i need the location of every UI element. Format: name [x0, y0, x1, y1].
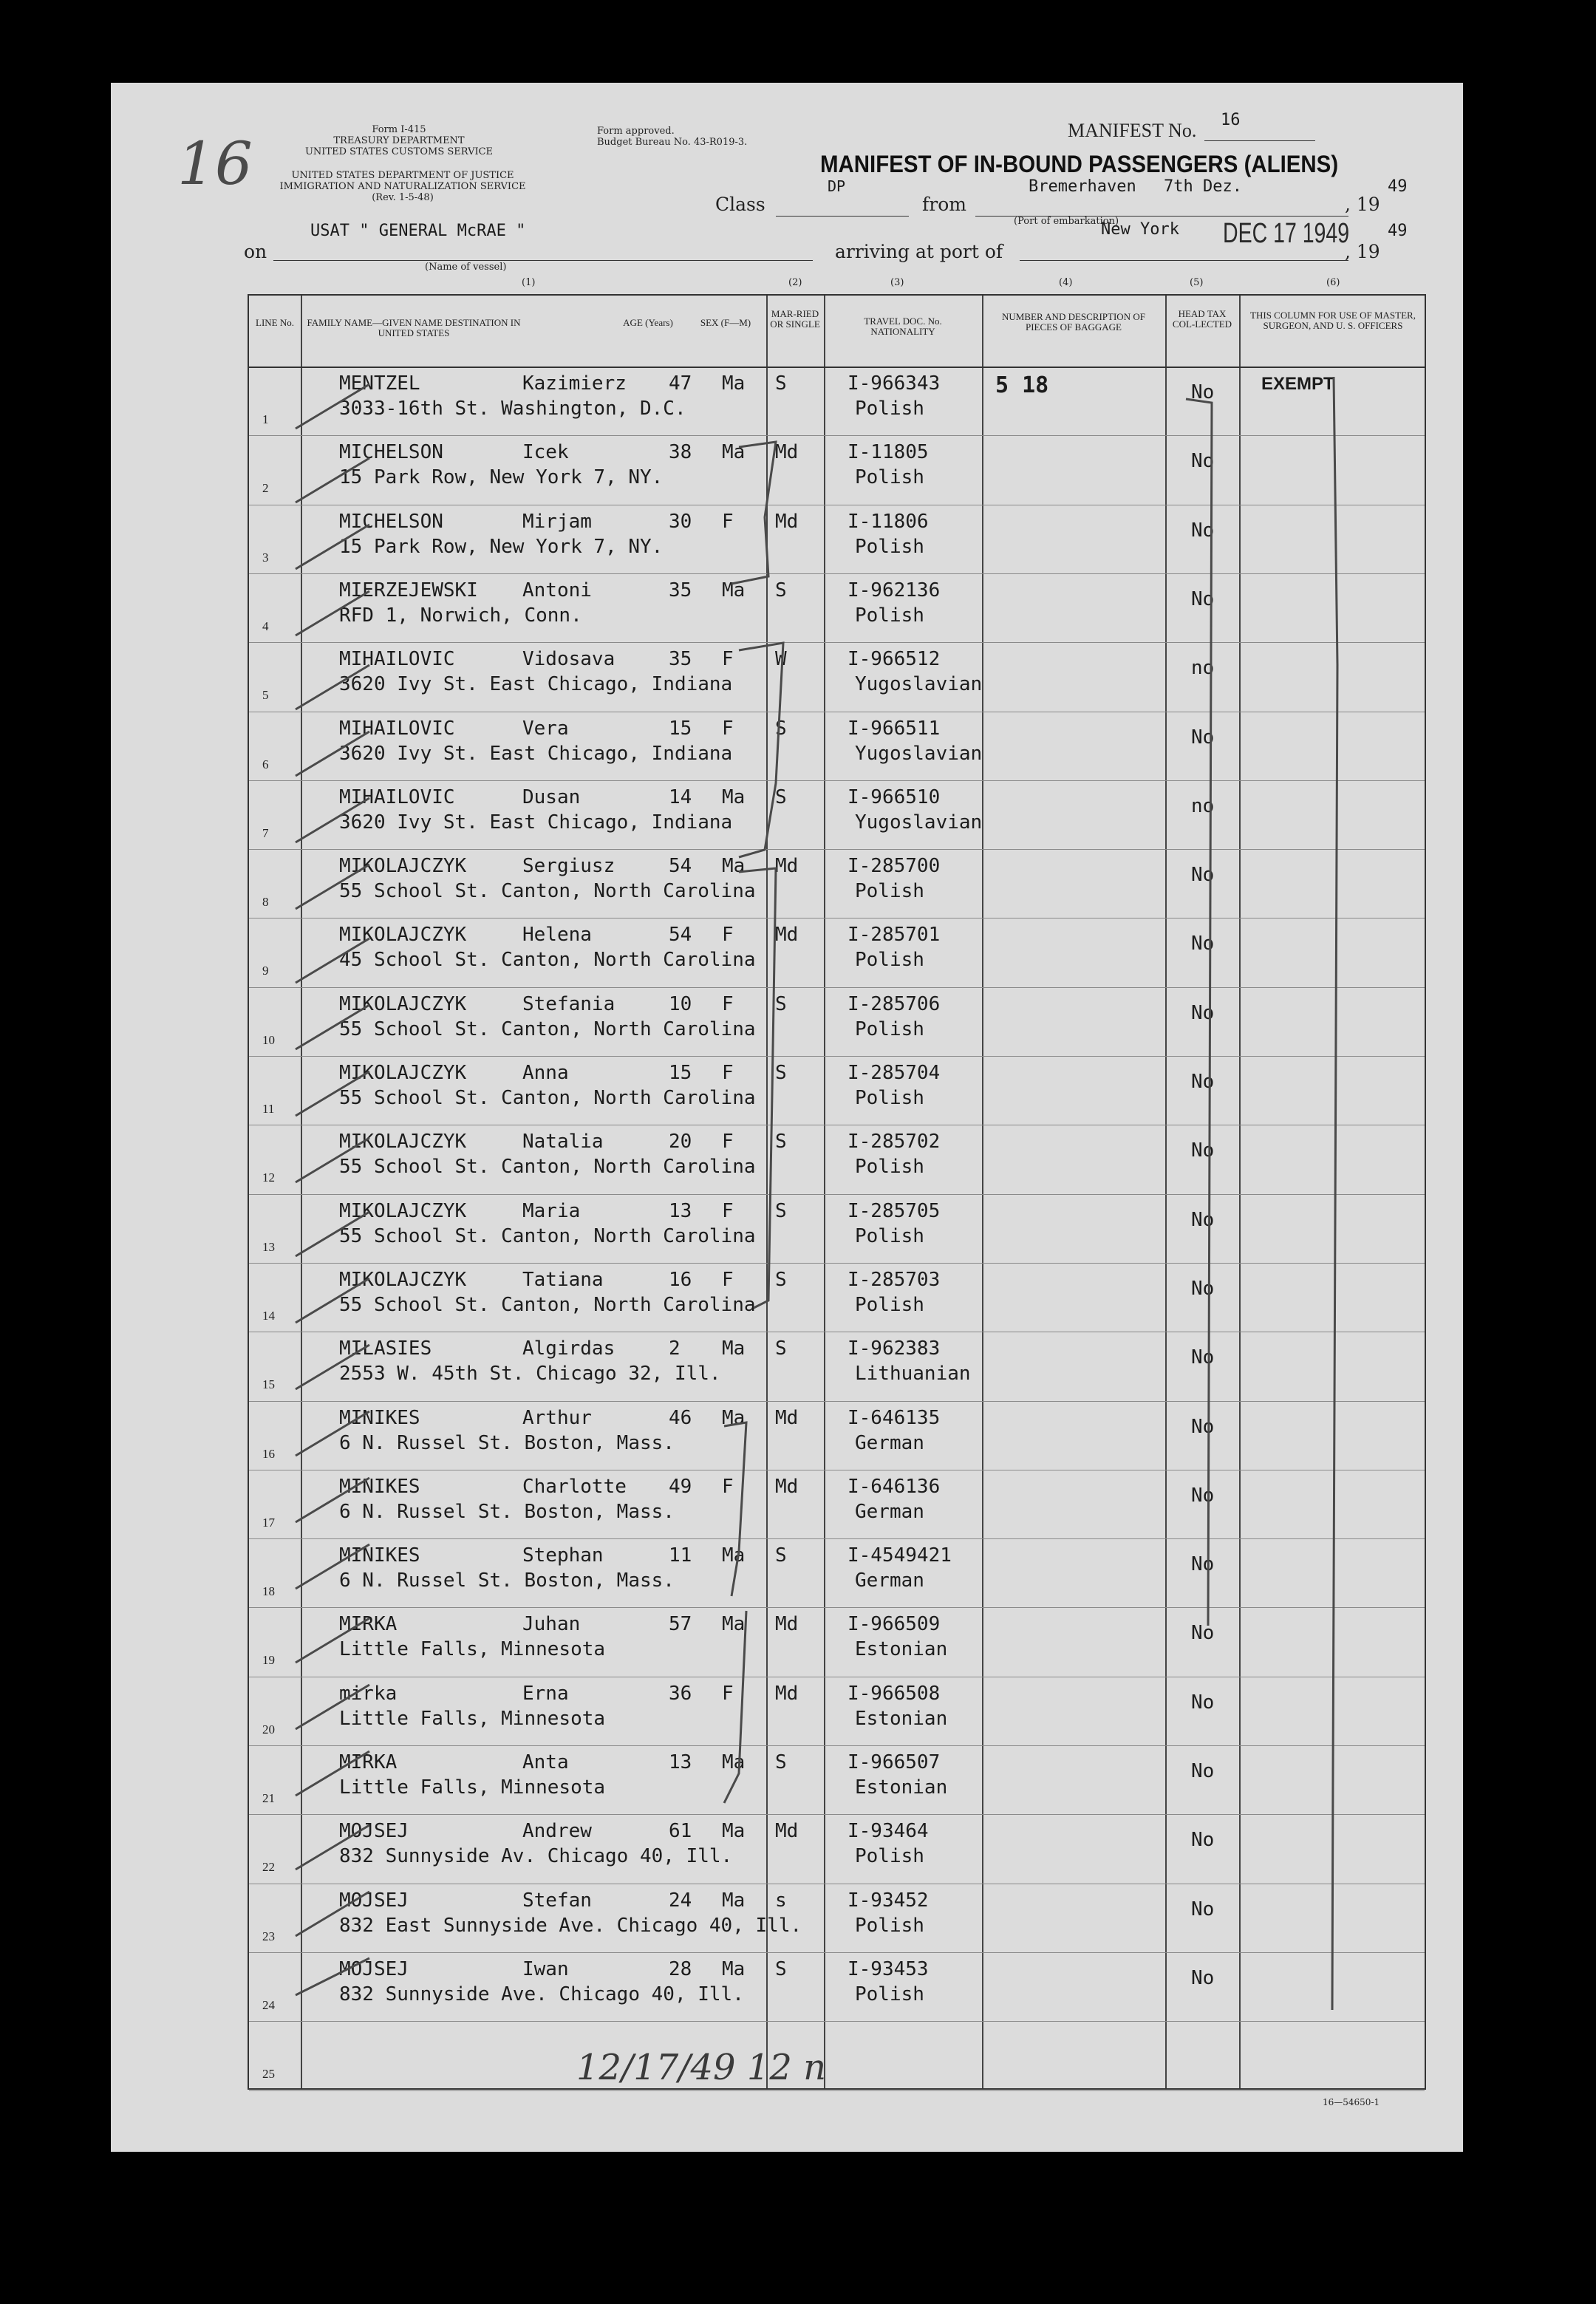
- line-number: 3: [262, 550, 269, 565]
- age: 14: [669, 785, 692, 808]
- family-name: MICHELSON: [339, 510, 443, 533]
- travel-doc: I-93464: [848, 1820, 929, 1843]
- sex: Ma: [722, 579, 746, 601]
- col-header-age: AGE (Years): [623, 317, 673, 328]
- given-name: Erna: [522, 1682, 569, 1705]
- head-tax: No: [1191, 1829, 1215, 1852]
- nationality: Lithuanian: [855, 1363, 971, 1386]
- head-tax: No: [1191, 1760, 1215, 1782]
- married-status: W: [775, 648, 787, 671]
- travel-doc: I-285705: [848, 1199, 941, 1222]
- given-name: Arthur: [522, 1406, 592, 1429]
- given-name: Sergiusz: [522, 855, 615, 878]
- line-number: 15: [262, 1377, 275, 1392]
- travel-doc: I-646136: [848, 1475, 941, 1498]
- married-status: Md: [775, 510, 799, 533]
- address: 832 East Sunnyside Ave. Chicago 40, Ill.: [339, 1914, 802, 1937]
- head-tax: No: [1191, 1966, 1215, 1989]
- nationality: German: [855, 1431, 924, 1454]
- head-tax: no: [1191, 657, 1215, 680]
- nationality: Estonian: [855, 1776, 948, 1799]
- married-status: S: [775, 717, 787, 740]
- address: Little Falls, Minnesota: [339, 1776, 606, 1799]
- margin-note: 16: [177, 129, 253, 198]
- col-number-1: (1): [522, 277, 536, 288]
- nationality: Polish: [855, 604, 924, 627]
- arrival-date-stamp: DEC 17 1949: [1223, 218, 1350, 249]
- married-status: S: [775, 372, 787, 395]
- arriving-label: arriving at port of: [835, 241, 1003, 262]
- given-name: Vidosava: [522, 648, 615, 671]
- sex: F: [722, 717, 734, 740]
- married-status: S: [775, 1751, 787, 1773]
- col-header-line-no: LINE No.: [256, 317, 294, 328]
- married-status: S: [775, 1199, 787, 1222]
- col-number-6: (6): [1326, 277, 1340, 288]
- given-name: Maria: [522, 1199, 581, 1222]
- travel-doc: I-285702: [848, 1131, 941, 1153]
- col-header-sex: SEX (F—M): [700, 317, 751, 328]
- travel-doc: I-285701: [848, 924, 941, 947]
- address: 55 School St. Canton, North Carolina: [339, 1087, 756, 1109]
- married-status: Md: [775, 1682, 799, 1705]
- given-name: Icek: [522, 441, 569, 464]
- line-number: 10: [262, 1032, 275, 1047]
- married-status: Md: [775, 441, 799, 464]
- line-number: 11: [262, 1102, 275, 1116]
- nationality: Polish: [855, 535, 924, 558]
- sex: Ma: [722, 372, 746, 395]
- travel-doc: I-966507: [848, 1751, 941, 1773]
- address: 3033-16th St. Washington, D.C.: [339, 398, 686, 420]
- year-value: 49: [1388, 177, 1408, 196]
- family-name: MIKOLAJCZYK: [339, 1131, 467, 1153]
- from-label: from: [922, 194, 966, 215]
- family-name: MICHELSON: [339, 441, 443, 464]
- travel-doc: I-966508: [848, 1682, 941, 1705]
- head-tax: No: [1191, 1208, 1215, 1231]
- vessel-value: USAT " GENERAL McRAE ": [310, 222, 526, 240]
- travel-doc: I-962136: [848, 579, 941, 601]
- age: 2: [669, 1337, 681, 1360]
- line-number: 24: [262, 1997, 275, 2012]
- head-tax: No: [1191, 381, 1215, 403]
- given-name: Iwan: [522, 1957, 569, 1980]
- head-tax: No: [1191, 1415, 1215, 1438]
- form-code: 16—54650-1: [1323, 2097, 1380, 2107]
- sex: F: [722, 648, 734, 671]
- head-tax: No: [1191, 1553, 1215, 1576]
- nationality: Polish: [855, 1914, 924, 1937]
- head-tax: No: [1191, 1277, 1215, 1300]
- family-name: MIKOLAJCZYK: [339, 855, 467, 878]
- married-status: Md: [775, 1475, 799, 1498]
- address: 6 N. Russel St. Boston, Mass.: [339, 1500, 675, 1523]
- arriving-value: New York: [1101, 220, 1179, 239]
- age: 36: [669, 1682, 692, 1705]
- sex: F: [722, 1682, 734, 1705]
- head-tax: No: [1191, 587, 1215, 610]
- nationality: Polish: [855, 880, 924, 903]
- family-name: MINIKES: [339, 1475, 420, 1498]
- family-name: MINIKES: [339, 1544, 420, 1567]
- line-number: 19: [262, 1653, 275, 1668]
- age: 54: [669, 924, 692, 947]
- head-tax: No: [1191, 1071, 1215, 1093]
- address: 832 Sunnyside Ave. Chicago 40, Ill.: [339, 1983, 744, 2005]
- address: 55 School St. Canton, North Carolina: [339, 880, 756, 903]
- travel-doc: I-285704: [848, 1062, 941, 1084]
- class-value: DP: [828, 177, 846, 195]
- family-name: MIRKA: [339, 1751, 398, 1773]
- travel-doc: I-4549421: [848, 1544, 952, 1567]
- address: 6 N. Russel St. Boston, Mass.: [339, 1569, 675, 1592]
- nationality: Polish: [855, 466, 924, 489]
- travel-doc: I-93453: [848, 1957, 929, 1980]
- line-number: 6: [262, 757, 269, 771]
- travel-doc: I-11806: [848, 510, 929, 533]
- sex: Ma: [722, 1544, 746, 1567]
- family-name: MOJSEJ: [339, 1820, 409, 1843]
- given-name: Dusan: [522, 785, 581, 808]
- sex: Ma: [722, 1337, 746, 1360]
- address: 6 N. Russel St. Boston, Mass.: [339, 1431, 675, 1454]
- sex: Ma: [722, 1751, 746, 1773]
- age: 20: [669, 1131, 692, 1153]
- family-name: MOJSEJ: [339, 1957, 409, 1980]
- travel-doc: I-285700: [848, 855, 941, 878]
- nationality: Estonian: [855, 1707, 948, 1730]
- line-number: 7: [262, 825, 269, 840]
- married-status: Md: [775, 1406, 799, 1429]
- line-number: 20: [262, 1722, 275, 1736]
- family-name: MENTZEL: [339, 372, 420, 395]
- family-name: MIHAILOVIC: [339, 717, 455, 740]
- head-tax: No: [1191, 1346, 1215, 1369]
- family-name: MIKOLAJCZYK: [339, 1199, 467, 1222]
- head-tax: No: [1191, 864, 1215, 887]
- line-number: 23: [262, 1929, 275, 1943]
- address: 55 School St. Canton, North Carolina: [339, 1018, 756, 1040]
- age: 15: [669, 1062, 692, 1084]
- manifest-no-label: MANIFEST No.: [1068, 120, 1197, 141]
- travel-doc: I-93452: [848, 1889, 929, 1912]
- manifest-no-value: 16: [1221, 111, 1241, 129]
- sex: F: [722, 1268, 734, 1291]
- nationality: Yugoslavian: [855, 673, 983, 696]
- embarkation-date: 7th Dez.: [1164, 177, 1242, 196]
- head-tax: No: [1191, 450, 1215, 473]
- col-header-officers: THIS COLUMN FOR USE OF MASTER, SURGEON, AND U. S. OFFICERS: [1250, 310, 1416, 331]
- nationality: Polish: [855, 1087, 924, 1109]
- given-name: Stefania: [522, 992, 615, 1015]
- manifest-title: MANIFEST OF IN-BOUND PASSENGERS (ALIENS): [820, 151, 1339, 177]
- arrival-year-label: , 19: [1345, 241, 1380, 262]
- married-status: S: [775, 785, 787, 808]
- sex: Ma: [722, 1957, 746, 1980]
- vessel-label: (Name of vessel): [425, 262, 507, 273]
- address: 55 School St. Canton, North Carolina: [339, 1293, 756, 1316]
- sex: Ma: [722, 855, 746, 878]
- family-name: MIHAILOVIC: [339, 785, 455, 808]
- travel-doc: I-285706: [848, 992, 941, 1015]
- age: 38: [669, 441, 692, 464]
- age: 35: [669, 579, 692, 601]
- married-status: S: [775, 1131, 787, 1153]
- baggage: 5 18: [995, 372, 1049, 398]
- nationality: Polish: [855, 1156, 924, 1179]
- from-value: Bremerhaven: [1029, 177, 1136, 196]
- form-id-block: Form I-415 TREASURY DEPARTMENT UNITED STATES CUSTOMS SERVICE: [304, 124, 494, 157]
- age: 57: [669, 1613, 692, 1636]
- col-header-travel: TRAVEL DOC. No. NATIONALITY: [864, 316, 942, 337]
- age: 15: [669, 717, 692, 740]
- given-name: Antoni: [522, 579, 592, 601]
- given-name: Andrew: [522, 1820, 592, 1843]
- head-tax: No: [1191, 1691, 1215, 1714]
- family-name: MIKOLAJCZYK: [339, 992, 467, 1015]
- address: Little Falls, Minnesota: [339, 1707, 606, 1730]
- age: 13: [669, 1751, 692, 1773]
- travel-doc: I-966512: [848, 648, 941, 671]
- married-status: S: [775, 1957, 787, 1980]
- married-status: S: [775, 992, 787, 1015]
- nationality: Polish: [855, 1293, 924, 1316]
- nationality: Polish: [855, 1224, 924, 1247]
- nationality: Polish: [855, 1845, 924, 1868]
- sex: F: [722, 1131, 734, 1153]
- address: 45 School St. Canton, North Carolina: [339, 949, 756, 972]
- sex: Ma: [722, 1613, 746, 1636]
- sex: F: [722, 992, 734, 1015]
- age: 11: [669, 1544, 692, 1567]
- given-name: Helena: [522, 924, 592, 947]
- line-number: 8: [262, 895, 269, 910]
- age: 10: [669, 992, 692, 1015]
- port-embark-label: (Port of embarkation): [1014, 216, 1119, 227]
- address: 15 Park Row, New York 7, NY.: [339, 535, 664, 558]
- sex: F: [722, 510, 734, 533]
- address: 3620 Ivy St. East Chicago, Indiana: [339, 811, 733, 834]
- family-name: mirka: [339, 1682, 398, 1705]
- sex: F: [722, 1062, 734, 1084]
- given-name: Natalia: [522, 1131, 604, 1153]
- nationality: German: [855, 1569, 924, 1592]
- married-status: Md: [775, 855, 799, 878]
- sex: F: [722, 924, 734, 947]
- sex: Ma: [722, 1889, 746, 1912]
- line-number: 4: [262, 618, 269, 633]
- married-status: S: [775, 1268, 787, 1291]
- form-approval: Form approved. Budget Bureau No. 43-R019-3.: [597, 126, 748, 148]
- travel-doc: I-966511: [848, 717, 941, 740]
- head-tax: No: [1191, 1622, 1215, 1645]
- col-number-5: (5): [1190, 277, 1204, 288]
- address: 3620 Ivy St. East Chicago, Indiana: [339, 742, 733, 765]
- married-status: S: [775, 1544, 787, 1567]
- family-name: MIHAILOVIC: [339, 648, 455, 671]
- travel-doc: I-962383: [848, 1337, 941, 1360]
- given-name: Stephan: [522, 1544, 604, 1567]
- family-name: MIERZEJEWSKI: [339, 579, 478, 601]
- nationality: Polish: [855, 398, 924, 420]
- arrival-year-value: 49: [1388, 222, 1408, 240]
- line-number: 1: [262, 412, 269, 426]
- nationality: Polish: [855, 1018, 924, 1040]
- family-name: MIRKA: [339, 1613, 398, 1636]
- age: 61: [669, 1820, 692, 1843]
- department-block: UNITED STATES DEPARTMENT OF JUSTICE IMMIGRATION AND NATURALIZATION SERVICE (Rev. 1-5-48): [279, 170, 526, 203]
- line-number: 12: [262, 1170, 275, 1185]
- given-name: Juhan: [522, 1613, 581, 1636]
- given-name: Anna: [522, 1062, 569, 1084]
- line-number: 13: [262, 1239, 275, 1254]
- travel-doc: I-11805: [848, 441, 929, 464]
- nationality: Yugoslavian: [855, 811, 983, 834]
- line-number: 25: [262, 2067, 275, 2082]
- sex: Ma: [722, 441, 746, 464]
- family-name: MIKOLAJCZYK: [339, 1268, 467, 1291]
- nationality: Yugoslavian: [855, 742, 983, 765]
- married-status: Md: [775, 924, 799, 947]
- travel-doc: I-285703: [848, 1268, 941, 1291]
- head-tax: No: [1191, 1001, 1215, 1024]
- married-status: S: [775, 1062, 787, 1084]
- address: 832 Sunnyside Av. Chicago 40, Ill.: [339, 1845, 733, 1868]
- family-name: MIKOLAJCZYK: [339, 1062, 467, 1084]
- line-number: 21: [262, 1791, 275, 1805]
- line-number: 17: [262, 1515, 275, 1530]
- age: 30: [669, 510, 692, 533]
- married-status: S: [775, 579, 787, 601]
- address: 3620 Ivy St. East Chicago, Indiana: [339, 673, 733, 696]
- age: 46: [669, 1406, 692, 1429]
- travel-doc: I-966343: [848, 372, 941, 395]
- age: 13: [669, 1199, 692, 1222]
- col-header-name: FAMILY NAME—GIVEN NAME DESTINATION IN UNITED STATES: [307, 317, 521, 338]
- line-number: 5: [262, 688, 269, 703]
- address: Little Falls, Minnesota: [339, 1638, 606, 1661]
- line-number: 22: [262, 1860, 275, 1875]
- line-number: 2: [262, 481, 269, 496]
- head-tax: No: [1191, 1139, 1215, 1162]
- col-number-4: (4): [1059, 277, 1073, 288]
- married-status: Md: [775, 1820, 799, 1843]
- age: 54: [669, 855, 692, 878]
- family-name: MINIKES: [339, 1406, 420, 1429]
- head-tax: No: [1191, 1898, 1215, 1920]
- address: 55 School St. Canton, North Carolina: [339, 1224, 756, 1247]
- head-tax: No: [1191, 933, 1215, 955]
- col-header-head-tax: HEAD TAX COL-LECTED: [1172, 308, 1232, 330]
- sex: Ma: [722, 1820, 746, 1843]
- address: 55 School St. Canton, North Carolina: [339, 1156, 756, 1179]
- travel-doc: I-966510: [848, 785, 941, 808]
- on-label: on: [244, 241, 267, 262]
- age: 28: [669, 1957, 692, 1980]
- year-label: , 19: [1345, 194, 1380, 215]
- sex: F: [722, 1199, 734, 1222]
- line-number: 16: [262, 1446, 275, 1461]
- head-tax: no: [1191, 794, 1215, 817]
- address: 2553 W. 45th St. Chicago 32, Ill.: [339, 1363, 721, 1386]
- nationality: German: [855, 1500, 924, 1523]
- col-header-married: MAR-RIED OR SINGLE: [770, 308, 820, 330]
- head-tax: No: [1191, 726, 1215, 749]
- family-name: MOJSEJ: [339, 1889, 409, 1912]
- married-status: S: [775, 1337, 787, 1360]
- age: 49: [669, 1475, 692, 1498]
- travel-doc: I-646135: [848, 1406, 941, 1429]
- given-name: Kazimierz: [522, 372, 627, 395]
- nationality: Polish: [855, 1983, 924, 2005]
- given-name: Charlotte: [522, 1475, 627, 1498]
- age: 47: [669, 372, 692, 395]
- family-name: MILASIES: [339, 1337, 432, 1360]
- nationality: Estonian: [855, 1638, 948, 1661]
- head-tax: No: [1191, 519, 1215, 542]
- line-number: 14: [262, 1308, 275, 1323]
- age: 35: [669, 648, 692, 671]
- class-label: Class: [715, 194, 765, 215]
- address: RFD 1, Norwich, Conn.: [339, 604, 582, 627]
- head-tax: No: [1191, 1484, 1215, 1507]
- married-status: Md: [775, 1613, 799, 1636]
- sex: Ma: [722, 785, 746, 808]
- given-name: Tatiana: [522, 1268, 604, 1291]
- line-number: 9: [262, 964, 269, 978]
- age: 24: [669, 1889, 692, 1912]
- bottom-signature: 12/17/49 12 n: [576, 2047, 827, 2088]
- travel-doc: I-966509: [848, 1613, 941, 1636]
- married-status: s: [775, 1889, 787, 1912]
- nationality: Polish: [855, 949, 924, 972]
- given-name: Vera: [522, 717, 569, 740]
- given-name: Anta: [522, 1751, 569, 1773]
- col-header-baggage: NUMBER AND DESCRIPTION OF PIECES OF BAGGAGE: [1002, 311, 1145, 333]
- line-number: 18: [262, 1584, 275, 1599]
- address: 15 Park Row, New York 7, NY.: [339, 466, 664, 489]
- age: 16: [669, 1268, 692, 1291]
- officer-note: EXEMPT: [1261, 374, 1334, 394]
- col-number-2: (2): [788, 277, 802, 288]
- given-name: Algirdas: [522, 1337, 615, 1360]
- given-name: Mirjam: [522, 510, 592, 533]
- family-name: MIKOLAJCZYK: [339, 924, 467, 947]
- given-name: Stefan: [522, 1889, 592, 1912]
- sex: Ma: [722, 1406, 746, 1429]
- col-number-3: (3): [890, 277, 904, 288]
- sex: F: [722, 1475, 734, 1498]
